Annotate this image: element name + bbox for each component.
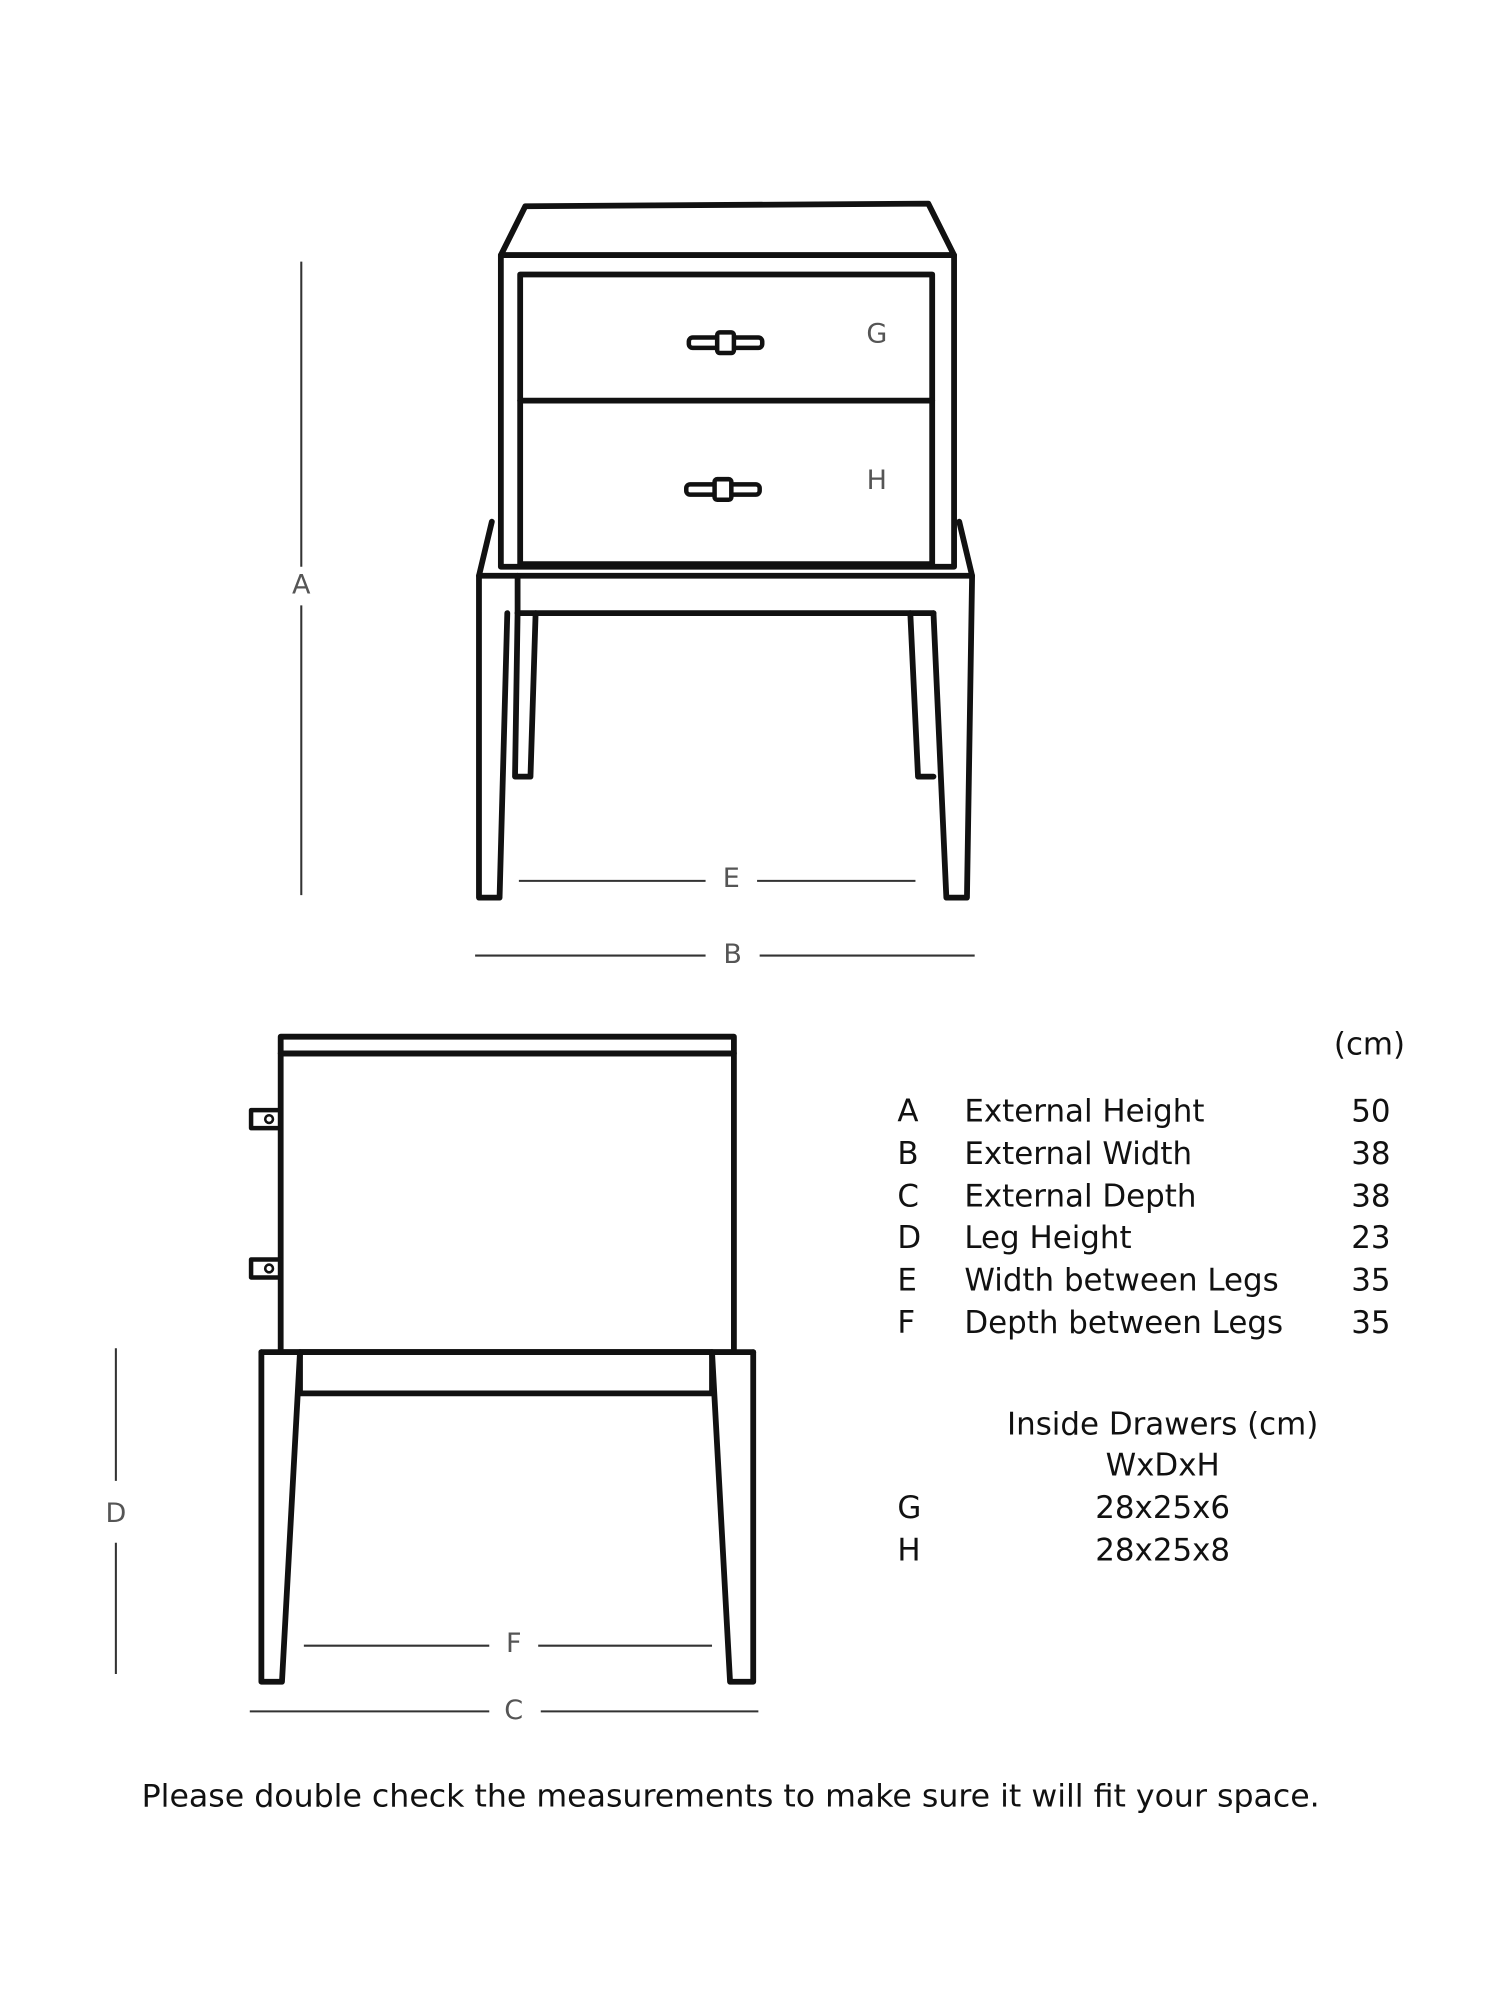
dim-label-d: D [105, 1497, 127, 1529]
svg-text:G: G [897, 1490, 922, 1527]
dimensions-table [897, 1027, 1405, 1341]
table-row [897, 1490, 1230, 1526]
drawer-handle-icon [686, 479, 759, 500]
svg-text:23: 23 [1351, 1219, 1391, 1256]
back-left-leg [515, 613, 536, 777]
table-row [897, 1179, 1390, 1215]
side-dimensions [105, 1348, 758, 1726]
drawers-table [897, 1407, 1318, 1569]
svg-text:28x25x8: 28x25x8 [1095, 1532, 1231, 1569]
table-row [897, 1533, 1230, 1569]
svg-text:35: 35 [1351, 1262, 1391, 1299]
svg-text:35: 35 [1351, 1304, 1391, 1341]
side-body [281, 1053, 734, 1352]
side-left-leg [261, 1352, 300, 1682]
table-row [897, 1262, 1390, 1298]
svg-text:Leg Height: Leg Height [964, 1219, 1132, 1256]
svg-text:38: 38 [1351, 1136, 1391, 1173]
front-left-leg [479, 576, 507, 898]
front-right-leg [933, 576, 972, 898]
svg-text:External Height: External Height [964, 1093, 1205, 1130]
side-right-leg [712, 1352, 753, 1682]
handle-side-icon [251, 1259, 281, 1277]
svg-text:External Width: External Width [964, 1136, 1193, 1173]
dim-label-b: B [723, 939, 742, 971]
table-row [897, 1305, 1390, 1341]
cabinet-body [501, 255, 954, 567]
svg-text:C: C [897, 1178, 920, 1215]
table-row [897, 1220, 1390, 1256]
handle-side-icon [251, 1110, 281, 1128]
dim-label-f: F [505, 1627, 522, 1659]
svg-text:50: 50 [1351, 1093, 1391, 1130]
svg-text:B: B [897, 1136, 919, 1173]
svg-text:A: A [897, 1093, 919, 1130]
svg-text:Width between Legs: Width between Legs [964, 1262, 1279, 1299]
svg-text:External Depth: External Depth [964, 1178, 1197, 1215]
svg-text:38: 38 [1351, 1178, 1391, 1215]
dim-label-e: E [722, 863, 740, 895]
drawers-subtitle: WxDxH [1105, 1447, 1220, 1484]
drawer-label-h: H [866, 465, 887, 497]
back-right-leg [910, 613, 933, 777]
svg-text:F: F [897, 1304, 916, 1341]
drawer-handle-icon [689, 332, 762, 353]
dim-label-a: A [292, 569, 311, 601]
side-apron [300, 1352, 712, 1393]
footer-note: Please double check the measurements to make sure it will fit your space. [141, 1778, 1320, 1815]
front-view-drawing [479, 204, 972, 898]
side-view-drawing [251, 1037, 753, 1682]
drawer-label-g: G [866, 318, 888, 350]
unit-header: (cm) [1333, 1026, 1406, 1063]
cabinet-top [501, 204, 954, 256]
svg-text:Depth between Legs: Depth between Legs [964, 1304, 1284, 1341]
svg-text:H: H [897, 1532, 921, 1569]
table-row [897, 1094, 1390, 1130]
dim-label-c: C [504, 1694, 524, 1726]
svg-text:D: D [897, 1219, 922, 1256]
table-row [897, 1136, 1390, 1172]
drawers-title: Inside Drawers (cm) [1007, 1406, 1319, 1443]
svg-text:28x25x6: 28x25x6 [1095, 1490, 1231, 1527]
svg-text:E: E [897, 1262, 917, 1299]
